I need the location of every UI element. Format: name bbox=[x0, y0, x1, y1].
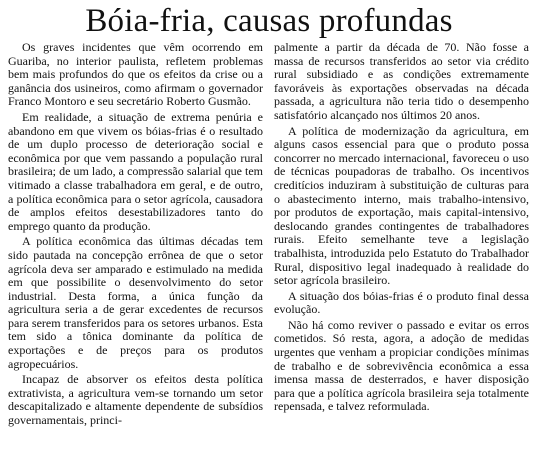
paragraph: Em realidade, a situação de extrema penúria e abandono em que vivem os bóias-frias é o resultado de um duplo processo de deterioração social e econômica por que vem passando a população rural brasileira; de um lado, a compressão salarial que tem vitimado a classe trabalhadora em geral, e de outro, a política econômica para o setor agrícola, causadora de amplos efeitos desestabilizadores tanto do emprego quanto da produção. bbox=[8, 109, 263, 233]
left-column bbox=[8, 41, 263, 428]
paragraph: Os graves incidentes que vêm ocorrendo em Guariba, no interior paulista, refletem problemas bem mais profundos do que os efeitos da crise ou a ganância dos usineiros, como afirmam o governador Franco Montoro e seu secretário Roberto Gusmão. bbox=[8, 40, 263, 109]
right-column bbox=[274, 41, 529, 428]
paragraph: A política econômica das últimas décadas tem sido pautada na concepção errônea de que o setor agrícola deva ser amparado e estimulado na medida em que possibilite o desenvolvimento do setor industrial. Desta forma, a única função da agricultura seria a de gerar excedentes de recursos para serem transferidos para os setores urbanos. Esta tem sido a tônica dominante da política de exportações e de preços para os produtos agropecuários. bbox=[8, 234, 263, 371]
paragraph: Não há como reviver o passado e evitar os erros cometidos. Só resta, agora, a adoção de medidas urgentes que venham a propiciar condições mínimas de trabalho e de sobrevivência econômica a essa imensa massa de desterrados, e haver disposição para que a política agrícola brasileira seja totalmente repensada, e talvez reformulada. bbox=[274, 317, 529, 414]
paragraph: A política de modernização da agricultura, em alguns casos essencial para que o produto possa concorrer no mercado internacional, favoreceu o uso de técnicas poupadoras de trabalho. Os incentivos creditícios induziram à substituição de culturas para o abastecimento interno, mais trabalho-intensivo, por produtos de exportação, mais capital-intensivo, deslocando grandes contingentes de trabalhadores rurais. Efeito semelhante teve a legislação trabalhista, introduzida pelo Estatuto do Trabalhador Rural, dispositivo legal inadequado à realidade do setor agrícola brasileiro. bbox=[274, 123, 529, 288]
article-body bbox=[8, 41, 530, 428]
paragraph: A situação dos bóias-frias é o produto final dessa evolução. bbox=[274, 288, 529, 317]
paragraph-continuation: palmente a partir da década de 70. Não fosse a massa de recursos transferidos ao setor via crédito rural subsidiado e as condições extremamente favoráveis às exportações observadas na década passada, a agricultura não teria tido o desempenho satisfatório alcançado nos últimos 20 anos. bbox=[274, 40, 529, 122]
paragraph: Incapaz de absorver os efeitos desta política extrativista, a agricultura vem-se tornando um setor descapitalizado e altamente dependente de subsídios governamentais, princi- bbox=[8, 372, 263, 428]
headline: Bóia-fria, causas profundas bbox=[85, 3, 453, 39]
